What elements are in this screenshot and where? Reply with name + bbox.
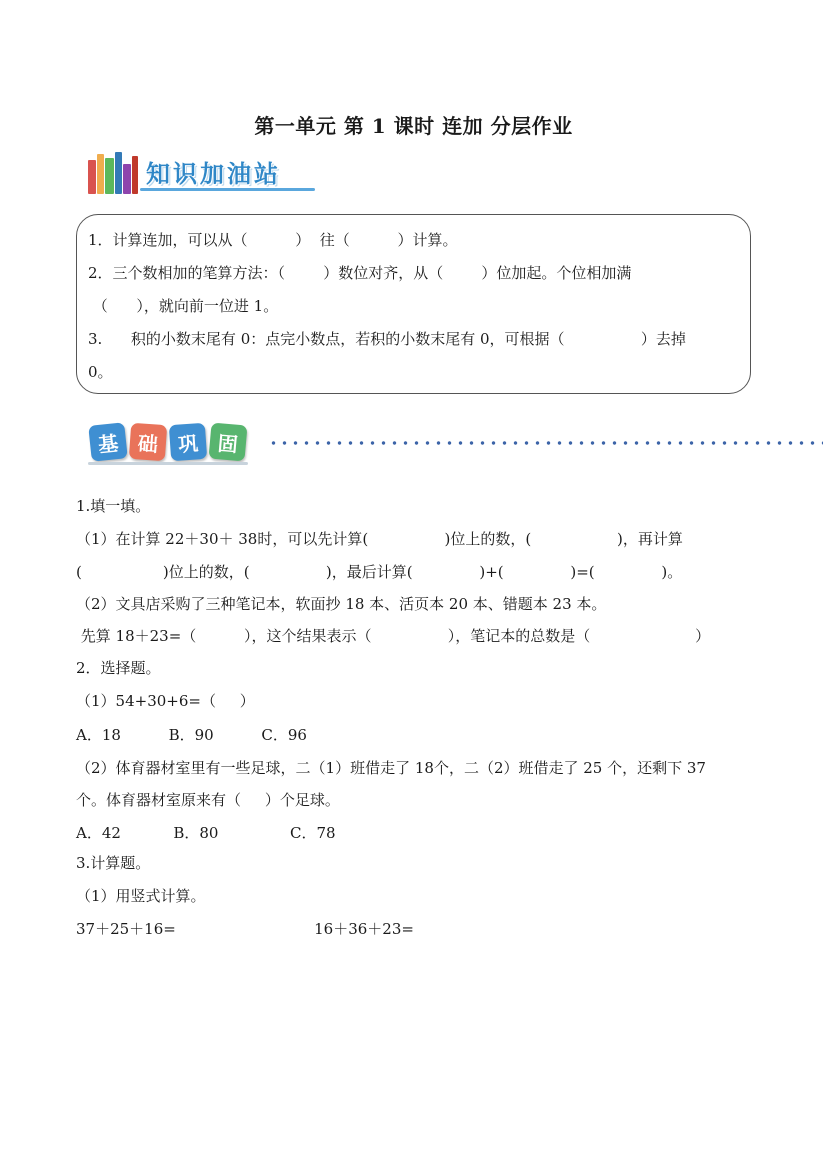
knowledge-line-1: 1．计算连加，可以从（ ） 往（ ）计算。: [88, 231, 458, 249]
question-line-7: （1）54+30+6=（ ）: [76, 692, 255, 710]
dotted-divider: [268, 441, 823, 445]
question-line-12: 3.计算题。: [76, 854, 151, 872]
question-line-2: （1）在计算 22＋30＋ 38时，可以先计算( )位上的数，( )，再计算: [76, 530, 683, 548]
question-line-13: （1）用竖式计算。: [76, 887, 206, 905]
knowledge-line-5: 0。: [88, 363, 113, 381]
question-line-5: 先算 18＋23=（ ），这个结果表示（ ），笔记本的总数是（ ）: [76, 627, 711, 645]
foundation-tile-2: 础: [129, 423, 167, 461]
knowledge-banner: [88, 148, 318, 198]
question-line-14: 37＋25＋16= 16＋36＋23=: [76, 920, 414, 938]
foundation-tile-3: 巩: [169, 423, 207, 461]
books-icon: [88, 150, 140, 194]
foundation-tile-4: 固: [208, 422, 247, 461]
question-line-10: 个。体育器材室原来有（ ）个足球。: [76, 791, 340, 809]
question-line-9: （2）体育器材室里有一些足球，二（1）班借走了 18个，二（2）班借走了 25 个，还剩下 37: [76, 759, 706, 777]
question-line-11: A．42 B．80 C．78: [76, 824, 336, 842]
page-title: 第一单元 第 1 课时 连加 分层作业: [254, 114, 573, 138]
knowledge-line-2: 2．三个数相加的笔算方法：（ ）数位对齐，从（ ）位加起。个位相加满: [88, 264, 632, 282]
foundation-tile-1: 基: [88, 422, 128, 462]
knowledge-line-3: （ ），就向前一位进 1。: [88, 297, 279, 315]
question-line-6: 2．选择题。: [76, 659, 161, 677]
banner-underline: [88, 462, 248, 465]
knowledge-banner-title: 知识加油站: [146, 160, 281, 188]
foundation-banner: [88, 420, 748, 470]
question-line-1: 1.填一填。: [76, 497, 151, 515]
question-line-3: ( )位上的数，( )，最后计算( )+( )=( )。: [76, 563, 683, 581]
knowledge-line-4: 3. 积的小数末尾有 0：点完小数点，若积的小数末尾有 0，可根据（ ）去掉: [88, 330, 686, 348]
question-line-8: A．18 B．90 C．96: [76, 726, 307, 744]
banner-underline: [140, 188, 315, 191]
question-line-4: （2）文具店采购了三种笔记本，软面抄 18 本、活页本 20 本、错题本 23 本。: [76, 595, 607, 613]
